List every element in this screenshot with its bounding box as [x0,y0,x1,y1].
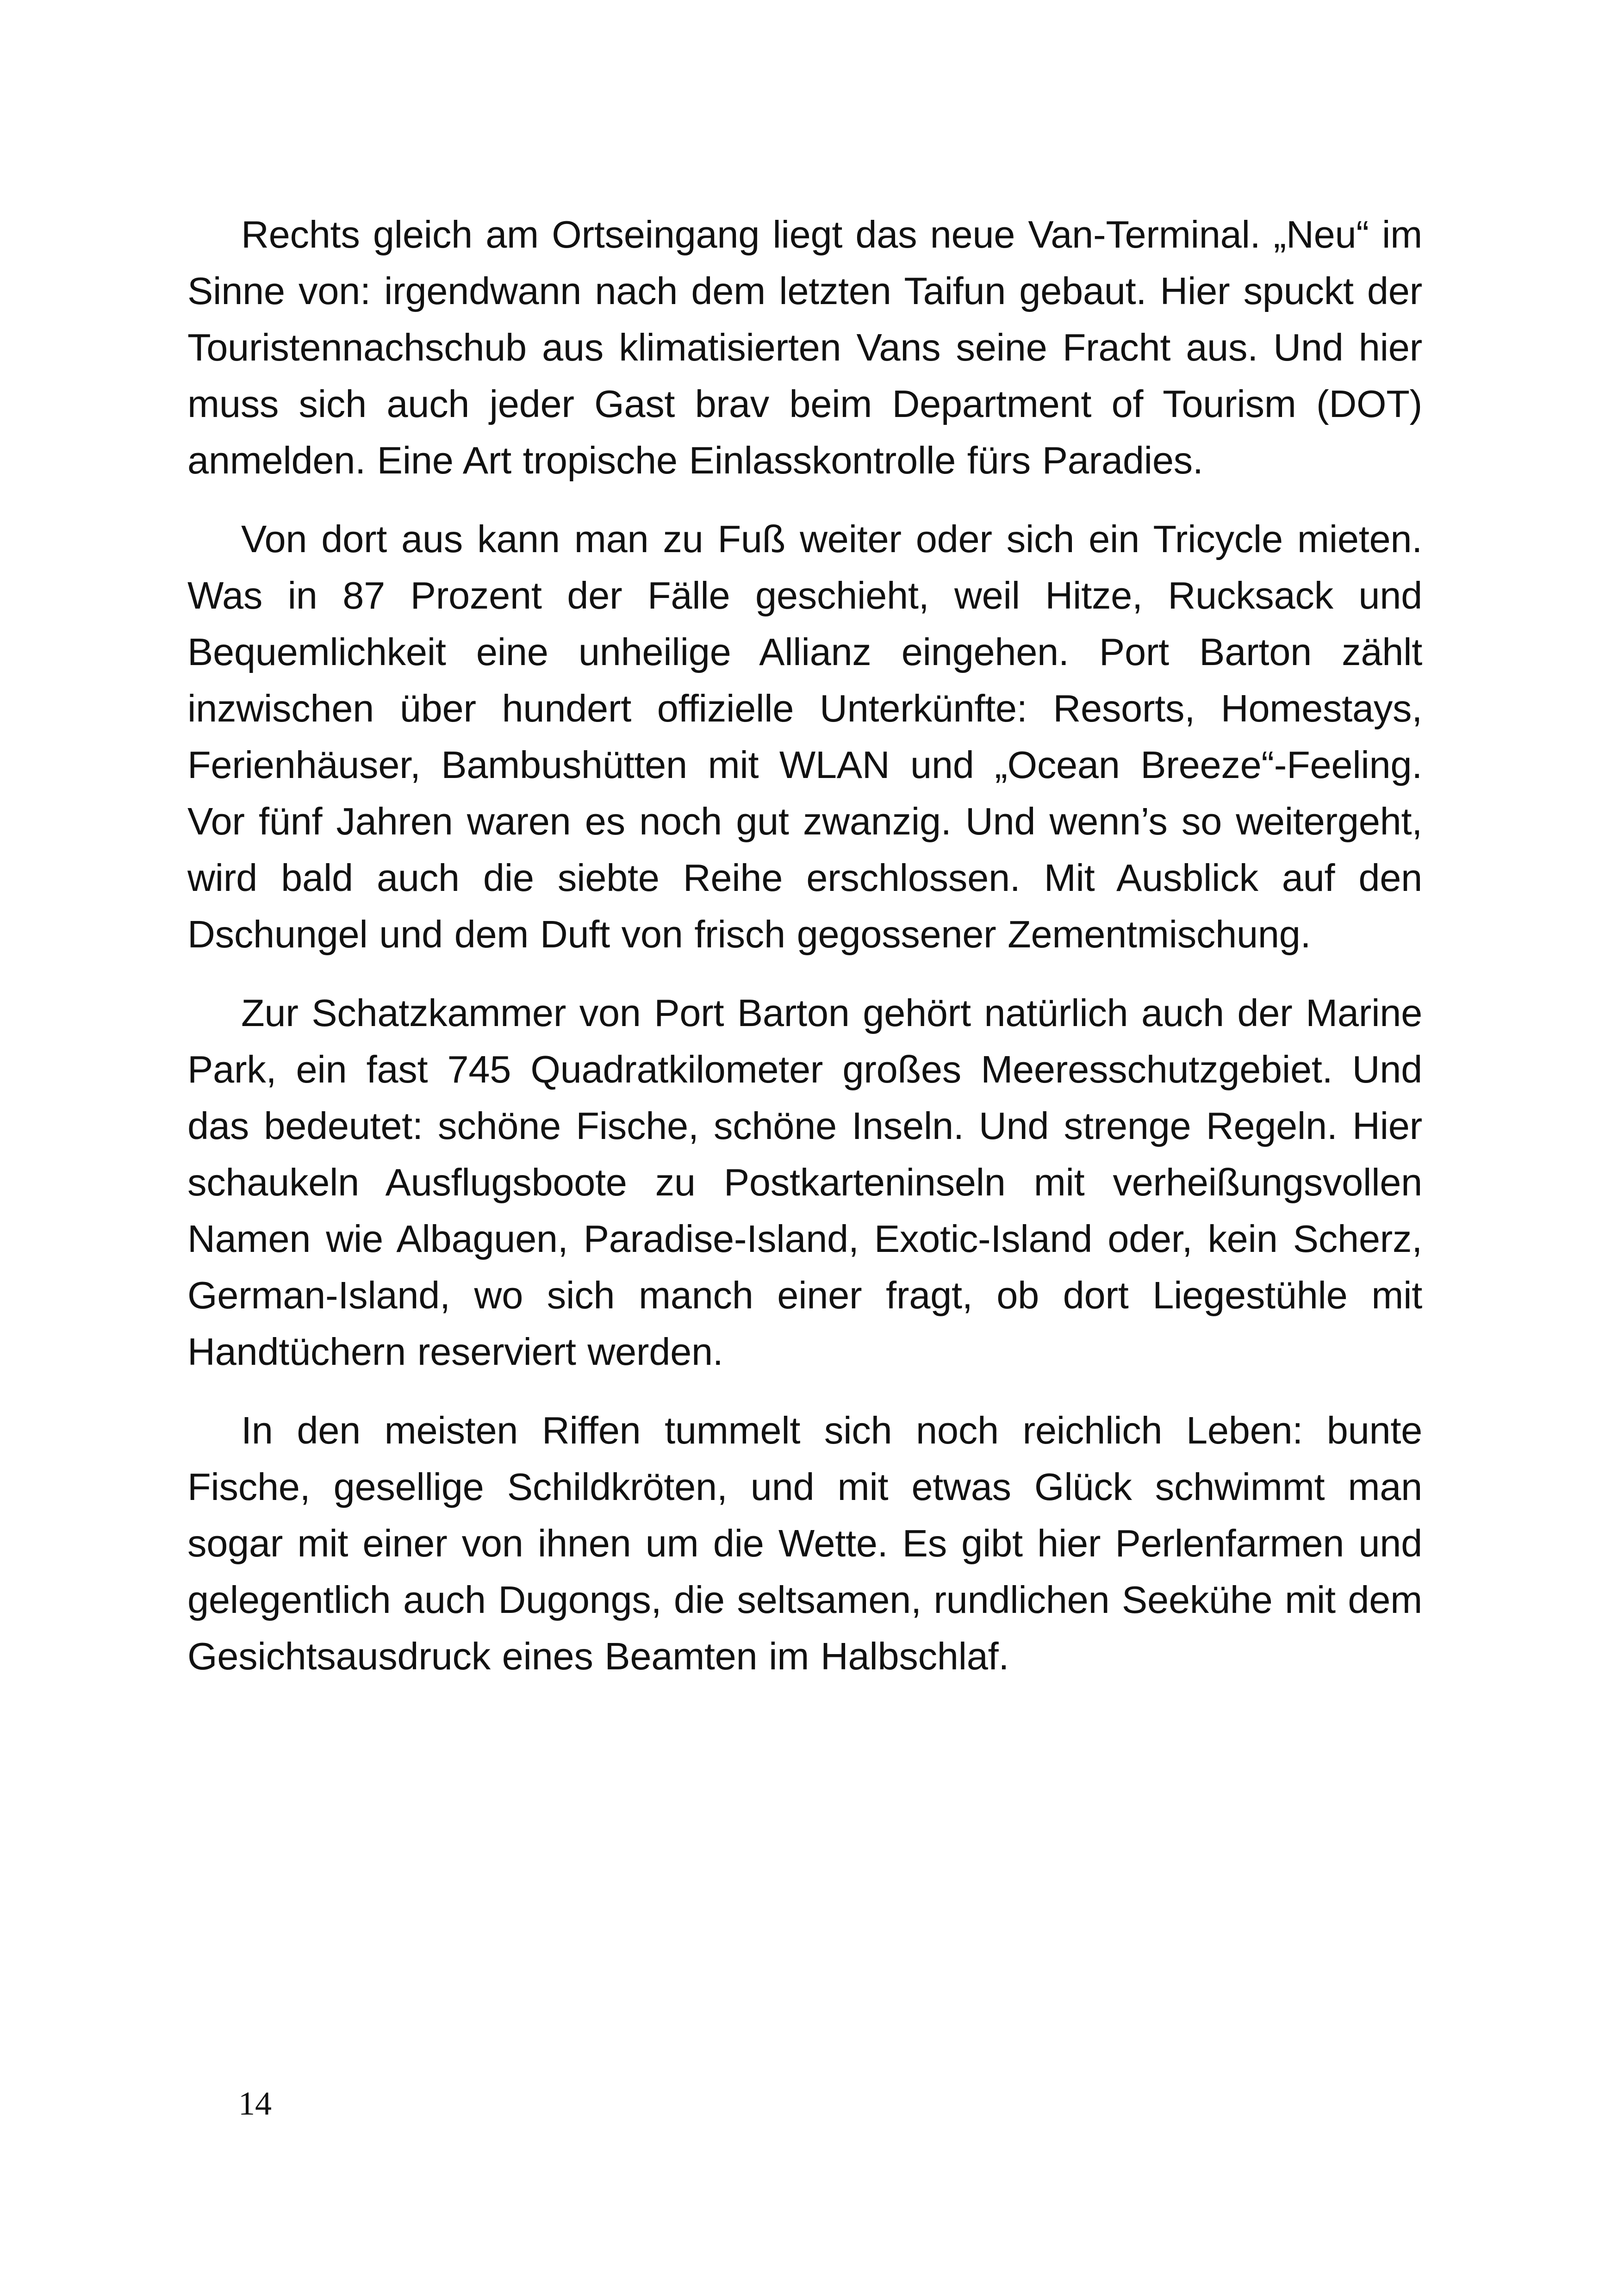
paragraph-reefs: In den meisten Riffen tummelt sich noch reichlich Leben: bunte Fische, gesellige Schildkröten, und mit etwas Glück schwimmt man sogar mit einer von ihnen um die Wette. Es gibt hier Perlenfarmen und gelegentlich auch Dugongs, die seltsamen, rundlichen Seekühe mit dem Gesichtsausdruck eines Beamten im Halbschlaf. [187,1409,1422,1678]
page-number: 14 [238,2085,272,2122]
paragraph-accommodations: Von dort aus kann man zu Fuß weiter oder sich ein Tricycle mieten. Was in 87 Prozent der Fälle geschieht, weil Hitze, Rucksack und Bequemlichkeit eine unheilige Allianz eingehen. Port Barton zählt inzwischen über hundert offizielle Unterkünfte: Resorts, Homestays, Ferienhäuser, Bambushütten mit WLAN und „Ocean Breeze“-Feeling. Vor fünf Jahren waren es noch gut zwanzig. Und wenn’s so weitergeht, wird bald auch die siebte Reihe erschlossen. Mit Ausblick auf den Dschungel und dem Duft von frisch gegossener Zementmischung. [187,517,1422,956]
paragraph-van-terminal: Rechts gleich am Ortseingang liegt das neue Van-Terminal. „Neu“ im Sinne von: irgendwann nach dem letzten Taifun gebaut. Hier spuckt der Touristennachschub aus klimatisierten Vans seine Fracht aus. Und hier muss sich auch jeder Gast brav beim Department of Tourism (DOT) anmelden. Eine Art tropische Einlasskontrolle fürs Paradies. [187,213,1422,482]
paragraph-marine-park: Zur Schatzkammer von Port Barton gehört natürlich auch der Marine Park, ein fast 745 Quadratkilometer großes Meeresschutzgebiet. Und das bedeutet: schöne Fische, schöne Inseln. Und strenge Regeln. Hier schaukeln Ausflugsboote zu Postkarteninseln mit verheißungsvollen Namen wie Albaguen, Paradise-Island, Exotic-Island oder, kein Scherz, German-Island, wo sich manch einer fragt, ob dort Liegestühle mit Handtüchern reserviert werden. [187,991,1422,1373]
body-text [187,206,1422,1707]
